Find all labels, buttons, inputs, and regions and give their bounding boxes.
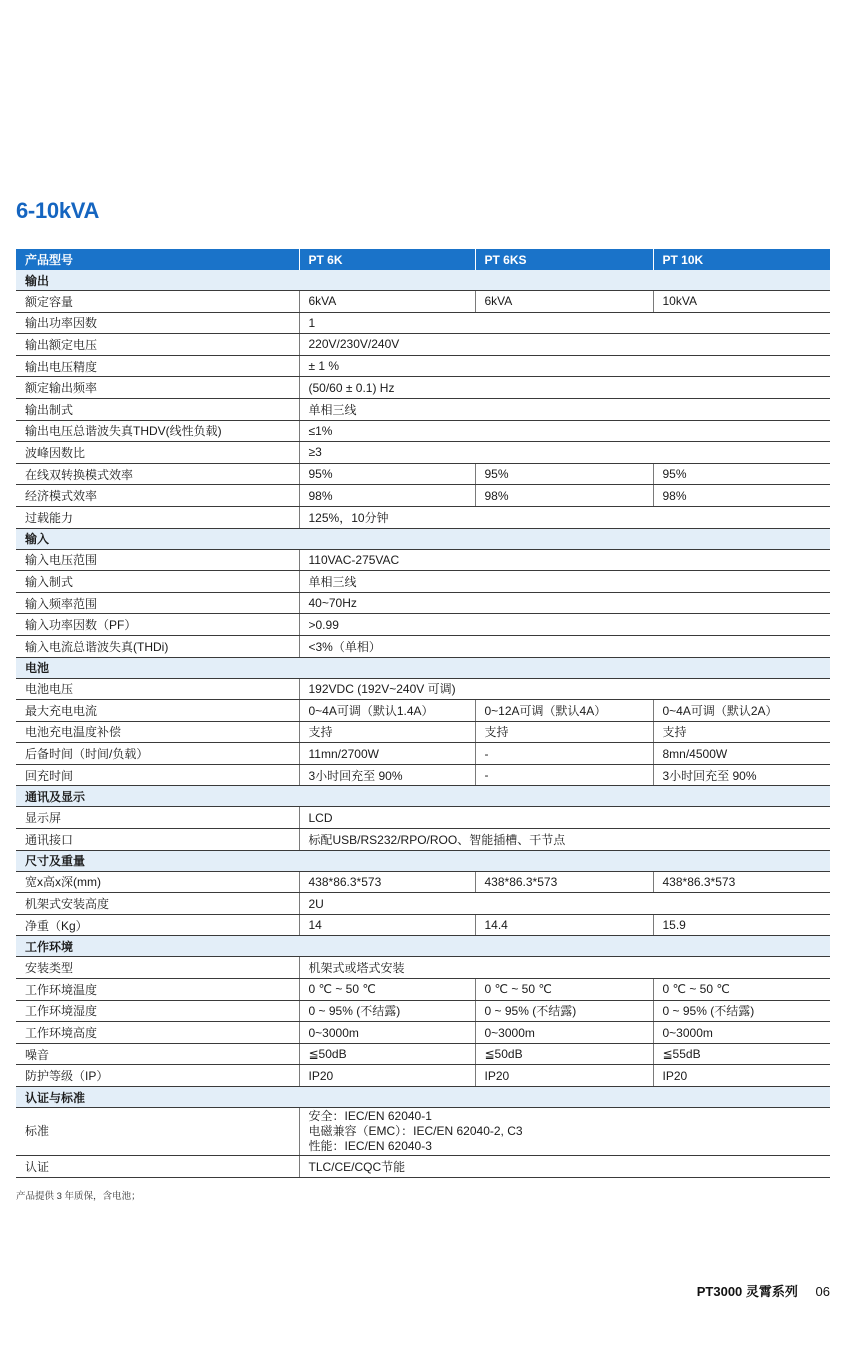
row-label: 工作环境湿度 <box>16 1000 299 1022</box>
table-row <box>16 571 830 593</box>
row-value: 0 ℃ ~ 50 ℃ <box>653 979 830 1001</box>
row-label: 后备时间（时间/负载） <box>16 743 299 765</box>
row-label: 输入制式 <box>16 571 299 593</box>
row-label: 标准 <box>16 1108 299 1156</box>
row-value: 95% <box>653 463 830 485</box>
table-row <box>16 635 830 657</box>
row-value: 95% <box>475 463 653 485</box>
row-value: 14 <box>299 914 475 936</box>
row-value: - <box>475 743 653 765</box>
row-value: 40~70Hz <box>299 592 830 614</box>
table-row <box>16 914 830 936</box>
spec-table <box>16 249 830 1178</box>
row-label: 噪音 <box>16 1043 299 1065</box>
section-header-row <box>16 528 830 549</box>
row-label: 防护等级（IP） <box>16 1065 299 1087</box>
row-value: IP20 <box>475 1065 653 1087</box>
table-row <box>16 355 830 377</box>
header-pt6k: PT 6K <box>299 249 475 270</box>
section-title: 通讯及显示 <box>16 786 830 807</box>
row-value: 0~4A可调（默认2A） <box>653 700 830 722</box>
row-value: 98% <box>653 485 830 507</box>
table-row <box>16 420 830 442</box>
table-row <box>16 485 830 507</box>
section-header-row <box>16 270 830 291</box>
row-value: 0~12A可调（默认4A） <box>475 700 653 722</box>
row-value: 3小时回充至 90% <box>653 764 830 786</box>
row-value: IP20 <box>653 1065 830 1087</box>
section-header-row <box>16 1087 830 1108</box>
row-value: 0 ℃ ~ 50 ℃ <box>299 979 475 1001</box>
table-row <box>16 871 830 893</box>
row-label: 输出电压精度 <box>16 355 299 377</box>
table-row <box>16 549 830 571</box>
row-value: ± 1 % <box>299 355 830 377</box>
row-value: 438*86.3*573 <box>653 871 830 893</box>
row-value: 6kVA <box>475 291 653 313</box>
row-value: ≦50dB <box>475 1043 653 1065</box>
row-value: 单相三线 <box>299 571 830 593</box>
row-value: 支持 <box>653 721 830 743</box>
row-label: 回充时间 <box>16 764 299 786</box>
row-value: 11mn/2700W <box>299 743 475 765</box>
table-row <box>16 377 830 399</box>
footnote: 产品提供 3 年质保，含电池； <box>16 1191 141 1202</box>
table-row <box>16 700 830 722</box>
page-title: 6-10kVA <box>16 198 100 223</box>
table-row <box>16 442 830 464</box>
row-label: 输入电压范围 <box>16 549 299 571</box>
table-row <box>16 957 830 979</box>
table-row <box>16 1043 830 1065</box>
row-value: >0.99 <box>299 614 830 636</box>
row-value: 15.9 <box>653 914 830 936</box>
row-label: 额定输出频率 <box>16 377 299 399</box>
row-value: ≦50dB <box>299 1043 475 1065</box>
row-label: 宽x高x深(mm) <box>16 871 299 893</box>
row-label: 认证 <box>16 1156 299 1178</box>
table-row <box>16 893 830 915</box>
row-value: 1 <box>299 312 830 334</box>
row-label: 在线双转换模式效率 <box>16 463 299 485</box>
row-label: 通讯接口 <box>16 829 299 851</box>
row-value: TLC/CE/CQC节能 <box>299 1156 830 1178</box>
row-value: 0 ~ 95% (不结露) <box>299 1000 475 1022</box>
table-row <box>16 1065 830 1087</box>
table-row <box>16 334 830 356</box>
row-label: 输出功率因数 <box>16 312 299 334</box>
table-row <box>16 743 830 765</box>
section-title: 输入 <box>16 528 830 549</box>
row-label: 净重（Kg） <box>16 914 299 936</box>
table-row <box>16 1022 830 1044</box>
row-label: 最大充电电流 <box>16 700 299 722</box>
table-row <box>16 506 830 528</box>
row-label: 电池电压 <box>16 678 299 700</box>
table-row <box>16 1108 830 1156</box>
table-row <box>16 398 830 420</box>
row-label: 输出电压总谐波失真THDV(线性负载) <box>16 420 299 442</box>
header-pt6ks: PT 6KS <box>475 249 653 270</box>
row-value: 机架式或塔式安装 <box>299 957 830 979</box>
row-label: 机架式安装高度 <box>16 893 299 915</box>
row-value: 98% <box>475 485 653 507</box>
row-label: 工作环境温度 <box>16 979 299 1001</box>
row-value: 192VDC (192V~240V 可调) <box>299 678 830 700</box>
section-title: 工作环境 <box>16 936 830 957</box>
row-value: 安全：IEC/EN 62040-1 电磁兼容（EMC）：IEC/EN 62040-2, C3 性能：IEC/EN 62040-3 <box>299 1108 830 1156</box>
row-value: 0 ℃ ~ 50 ℃ <box>475 979 653 1001</box>
row-value: 14.4 <box>475 914 653 936</box>
row-value: 98% <box>299 485 475 507</box>
table-row <box>16 291 830 313</box>
row-value: 438*86.3*573 <box>475 871 653 893</box>
page-number: 06 <box>815 1284 830 1299</box>
row-label: 输入电流总谐波失真(THDi) <box>16 635 299 657</box>
row-label: 波峰因数比 <box>16 442 299 464</box>
table-header-row <box>16 249 830 270</box>
row-label: 显示屏 <box>16 807 299 829</box>
section-title: 认证与标准 <box>16 1087 830 1108</box>
row-value: 8mn/4500W <box>653 743 830 765</box>
row-value: 438*86.3*573 <box>299 871 475 893</box>
row-value: 125%，10分钟 <box>299 506 830 528</box>
row-value: 3小时回充至 90% <box>299 764 475 786</box>
row-value: 6kVA <box>299 291 475 313</box>
row-value: 0~3000m <box>475 1022 653 1044</box>
section-header-row <box>16 786 830 807</box>
spec-table-body <box>16 270 830 1177</box>
row-label: 安装类型 <box>16 957 299 979</box>
row-label: 电池充电温度补偿 <box>16 721 299 743</box>
row-label: 输入功率因数（PF） <box>16 614 299 636</box>
table-row <box>16 829 830 851</box>
row-value: 支持 <box>475 721 653 743</box>
row-value: 0~3000m <box>299 1022 475 1044</box>
table-row <box>16 614 830 636</box>
row-value: 10kVA <box>653 291 830 313</box>
section-header-row <box>16 936 830 957</box>
row-value: ≥3 <box>299 442 830 464</box>
table-row <box>16 678 830 700</box>
table-row <box>16 1000 830 1022</box>
row-value: 0 ~ 95% (不结露) <box>475 1000 653 1022</box>
row-value: ≤1% <box>299 420 830 442</box>
row-value: - <box>475 764 653 786</box>
section-header-row <box>16 850 830 871</box>
table-row <box>16 312 830 334</box>
row-label: 经济模式效率 <box>16 485 299 507</box>
table-row <box>16 721 830 743</box>
row-value: ≦55dB <box>653 1043 830 1065</box>
row-label: 输出制式 <box>16 398 299 420</box>
page-footer <box>697 1281 830 1300</box>
row-value: 标配USB/RS232/RPO/ROO、智能插槽、干节点 <box>299 829 830 851</box>
table-row <box>16 463 830 485</box>
row-label: 工作环境高度 <box>16 1022 299 1044</box>
series-name: PT3000 灵霄系列 <box>696 1284 798 1299</box>
row-value: 支持 <box>299 721 475 743</box>
section-title: 输出 <box>16 270 830 291</box>
header-model-label: 产品型号 <box>16 249 299 270</box>
row-value: (50/60 ± 0.1) Hz <box>299 377 830 399</box>
row-value: IP20 <box>299 1065 475 1087</box>
section-title: 电池 <box>16 657 830 678</box>
section-title: 尺寸及重量 <box>16 850 830 871</box>
row-value: 2U <box>299 893 830 915</box>
table-row <box>16 807 830 829</box>
table-row <box>16 764 830 786</box>
table-row <box>16 1156 830 1178</box>
row-label: 输出额定电压 <box>16 334 299 356</box>
row-label: 过载能力 <box>16 506 299 528</box>
row-label: 输入频率范围 <box>16 592 299 614</box>
row-value: LCD <box>299 807 830 829</box>
row-value: 110VAC-275VAC <box>299 549 830 571</box>
row-label: 额定容量 <box>16 291 299 313</box>
row-value: <3%（单相） <box>299 635 830 657</box>
section-header-row <box>16 657 830 678</box>
row-value: 0~4A可调（默认1.4A） <box>299 700 475 722</box>
row-value: 0 ~ 95% (不结露) <box>653 1000 830 1022</box>
table-row <box>16 979 830 1001</box>
header-pt10k: PT 10K <box>653 249 830 270</box>
row-value: 95% <box>299 463 475 485</box>
row-value: 0~3000m <box>653 1022 830 1044</box>
row-value: 220V/230V/240V <box>299 334 830 356</box>
table-row <box>16 592 830 614</box>
row-value: 单相三线 <box>299 398 830 420</box>
